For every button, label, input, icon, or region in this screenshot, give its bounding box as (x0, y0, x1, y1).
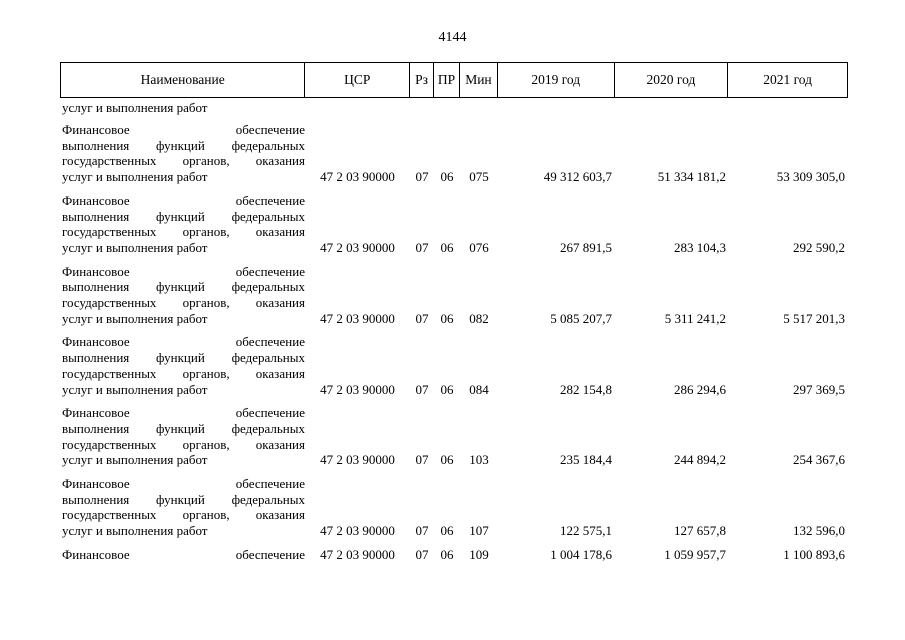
table-row (60, 405, 848, 468)
row-name-line: выполнения функций федеральных (62, 279, 305, 295)
row-name (60, 547, 305, 563)
table-rows (60, 122, 848, 563)
row-pr: 06 (440, 169, 454, 185)
row-value-2019: 49 312 603,7 (543, 169, 612, 185)
header-2020: 2020 год (615, 63, 729, 97)
row-pr: 06 (440, 381, 454, 397)
row-value-2019: 282 154,8 (560, 381, 612, 397)
row-value-2020: 283 104,3 (674, 239, 726, 255)
row-min: 109 (469, 546, 489, 562)
row-value-2021: 132 596,0 (793, 523, 845, 539)
row-name-line: выполнения функций федеральных (62, 350, 305, 366)
row-rz: 07 (415, 239, 429, 255)
row-name-line: Финансовое обеспечение (62, 334, 305, 350)
row-name-line: услуг и выполнения работ (62, 381, 208, 397)
row-name (60, 476, 305, 539)
continuation-text: услуг и выполнения работ (62, 100, 208, 115)
row-value-2020: 1 059 957,7 (664, 546, 726, 562)
row-name-line: Финансовое обеспечение (62, 546, 305, 562)
row-min: 075 (469, 169, 489, 185)
row-name-line: Финансовое обеспечение (62, 263, 305, 279)
row-value-2020: 5 311 241,2 (664, 310, 726, 326)
row-csr: 47 2 03 90000 (320, 381, 395, 397)
row-value-2019: 122 575,1 (560, 523, 612, 539)
row-name-line: выполнения функций федеральных (62, 491, 305, 507)
row-csr: 47 2 03 90000 (320, 239, 395, 255)
row-value-2021: 1 100 893,6 (783, 546, 845, 562)
page-number: 4144 (438, 30, 467, 45)
row-csr: 47 2 03 90000 (320, 310, 395, 326)
row-csr: 47 2 03 90000 (320, 523, 395, 539)
header-2019: 2019 год (498, 63, 615, 97)
row-name-line: государственных органов, оказания (62, 365, 305, 381)
row-rz: 07 (415, 523, 429, 539)
row-name-line: Финансовое обеспечение (62, 405, 305, 421)
row-min: 084 (469, 381, 489, 397)
row-rz: 07 (415, 452, 429, 468)
row-name-line: Финансовое обеспечение (62, 122, 305, 137)
row-value-2019: 235 184,4 (560, 452, 612, 468)
row-csr: 47 2 03 90000 (320, 169, 395, 185)
row-name-line: услуг и выполнения работ (62, 239, 208, 255)
row-value-2019: 5 085 207,7 (550, 310, 612, 326)
header-pr: ПР (434, 63, 460, 97)
table-row (60, 264, 848, 327)
header-csr: ЦСР (305, 63, 410, 97)
row-name-line: государственных органов, оказания (62, 153, 305, 169)
row-name (60, 334, 305, 397)
row-name (60, 122, 305, 185)
row-name-line: государственных органов, оказания (62, 507, 305, 523)
header-min: Мин (460, 63, 498, 97)
row-rz: 07 (415, 310, 429, 326)
header-2021: 2021 год (763, 72, 813, 87)
row-value-2020: 286 294,6 (674, 381, 726, 397)
row-csr: 47 2 03 90000 (320, 546, 395, 562)
row-name-line: услуг и выполнения работ (62, 523, 208, 539)
row-min: 076 (469, 239, 489, 255)
row-value-2019: 267 891,5 (560, 239, 612, 255)
row-min: 082 (469, 310, 489, 326)
row-rz: 07 (415, 169, 429, 185)
row-value-2020: 51 334 181,2 (657, 169, 726, 185)
table-body (60, 98, 848, 563)
row-pr: 06 (440, 452, 454, 468)
table-row (60, 193, 848, 256)
row-value-2021: 297 369,5 (793, 381, 845, 397)
table-row (60, 476, 848, 539)
row-value-2020: 244 894,2 (674, 452, 726, 468)
table-row (60, 334, 848, 397)
row-rz: 07 (415, 381, 429, 397)
row-name-line: услуг и выполнения работ (62, 169, 208, 185)
row-name-line: Финансовое обеспечение (62, 192, 305, 208)
row-min: 103 (469, 452, 489, 468)
row-value-2021: 254 367,6 (793, 452, 845, 468)
row-min: 107 (469, 523, 489, 539)
row-name-line: выполнения функций федеральных (62, 208, 305, 224)
row-value-2021: 53 309 305,0 (776, 169, 845, 185)
row-name-line: государственных органов, оказания (62, 295, 305, 311)
row-value-2021: 292 590,2 (793, 239, 845, 255)
row-pr: 06 (440, 523, 454, 539)
row-value-2020: 127 657,8 (674, 523, 726, 539)
header-name: Наименование (61, 63, 305, 97)
row-pr: 06 (440, 546, 454, 562)
row-value-2019: 1 004 178,6 (550, 546, 612, 562)
row-name (60, 264, 305, 327)
row-name-line: государственных органов, оказания (62, 224, 305, 240)
row-rz: 07 (415, 546, 429, 562)
header-rz: Рз (410, 63, 434, 97)
row-name-line: выполнения функций федеральных (62, 137, 305, 153)
row-name (60, 405, 305, 468)
row-name-line: услуг и выполнения работ (62, 452, 208, 468)
row-name-line: выполнения функций федеральных (62, 420, 305, 436)
row-value-2021: 5 517 201,3 (783, 310, 845, 326)
row-csr: 47 2 03 90000 (320, 452, 395, 468)
table-header (60, 62, 848, 98)
row-pr: 06 (440, 310, 454, 326)
table-row (60, 122, 848, 185)
row-pr: 06 (440, 239, 454, 255)
row-name-line: услуг и выполнения работ (62, 310, 208, 326)
row-name-line: Финансовое обеспечение (62, 476, 305, 492)
row-name (60, 193, 305, 256)
row-name-line: государственных органов, оказания (62, 436, 305, 452)
table-row (60, 547, 848, 563)
